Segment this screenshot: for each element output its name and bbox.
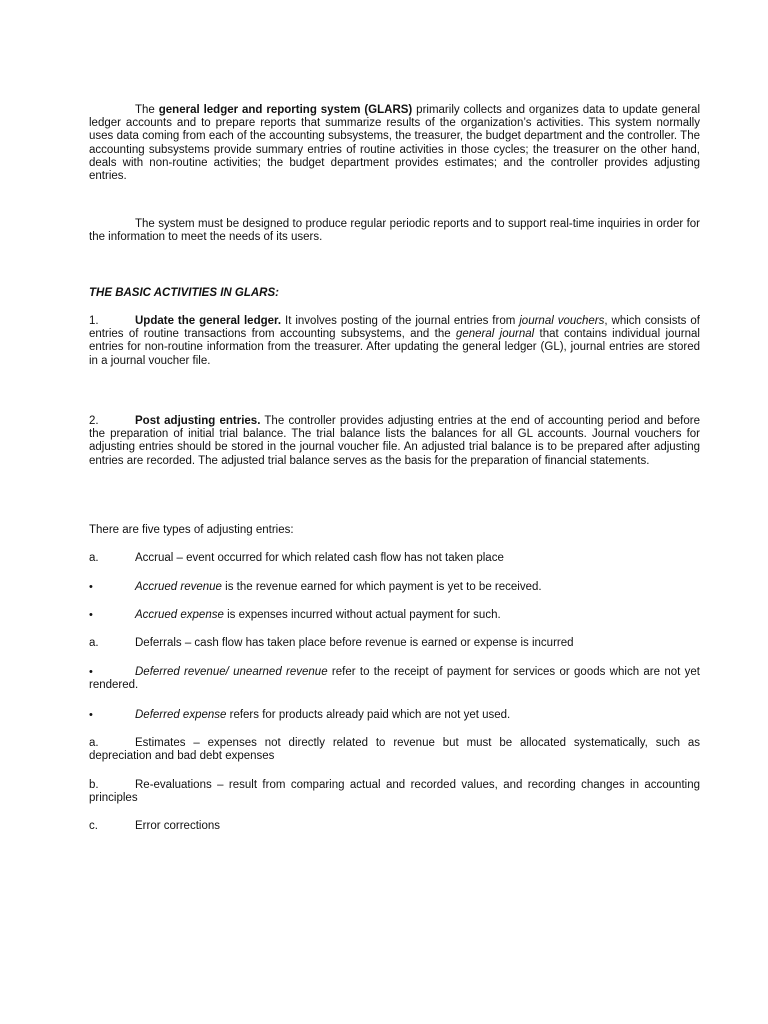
- item-deferrals-text: Deferrals – cash flow has taken place before revenue is earned or expense is incurred: [135, 637, 574, 649]
- item-reevaluations-marker: b.: [89, 779, 99, 791]
- item-estimates: [89, 737, 700, 763]
- types-intro: There are five types of adjusting entries:: [89, 524, 294, 536]
- item-reevaluations: [89, 779, 700, 805]
- item-estimates-text: Estimates – expenses not directly related to revenue but must be allocated systematically, such as depreciation and bad debt expenses: [89, 737, 700, 763]
- item-accrued-expense: [89, 609, 700, 622]
- accrued-revenue-term: Accrued revenue: [135, 581, 222, 593]
- activity-1-text-c: that contains individual journal entries for non-routine information from the treasurer. After updating the general ledger (GL), journal entries are stored in a journal voucher file.: [89, 328, 700, 367]
- intro-p1-pre: The: [135, 104, 159, 116]
- item-accrual: [89, 552, 700, 565]
- intro-paragraph-1: [89, 104, 700, 183]
- activity-2-text: The controller provides adjusting entries at the end of accounting period and before the preparation of initial trial balance. The trial balance lists the balances for all GL accounts. Journal vouchers for adjusting entries should be stored in the journal voucher file. An adjusted trial balance is to be prepared after adjusting entries are recorded. The adjusted trial balance serves as the basis for the preparation of financial statements.: [89, 415, 700, 467]
- item-deferrals: [89, 637, 700, 650]
- activity-1-paragraph: [89, 315, 700, 368]
- item-estimates-marker: a.: [89, 737, 99, 749]
- item-deferred-revenue: [89, 666, 700, 692]
- item-errors: [89, 820, 700, 833]
- item-reevaluations-text: Re-evaluations – result from comparing actual and recorded values, and recording changes in accounting principles: [89, 779, 700, 805]
- bullet-icon: •: [89, 581, 93, 593]
- activity-2-paragraph: [89, 415, 700, 468]
- accrued-expense-text: is expenses incurred without actual payment for such.: [223, 609, 501, 621]
- item-accrued-revenue: [89, 581, 700, 594]
- bullet-icon: •: [89, 709, 93, 721]
- bullet-icon: •: [89, 666, 93, 678]
- item-errors-marker: c.: [89, 820, 98, 832]
- intro-p1-text: primarily collects and organizes data to update general ledger accounts and to prepare reports that summarize results of the organization’s activities. This system normally uses data coming from each of the accounting subsystems, the treasurer, the budget department and the controller. The accounting subsystems provide summary entries of routine activities in those cycles; the treasurer on the other hand, deals with non-routine activities; the budget department provides estimates; and the controller provides adjusting entries.: [89, 104, 700, 183]
- intro-paragraph-2: The system must be designed to produce regular periodic reports and to support real-time inquiries in order for the information to meet the needs of its users.: [89, 218, 700, 244]
- bullet-icon: •: [89, 609, 93, 621]
- journal-vouchers-term: journal vouchers: [519, 315, 605, 327]
- deferred-expense-term: Deferred expense: [135, 709, 227, 721]
- item-deferrals-marker: a.: [89, 637, 99, 649]
- deferred-revenue-text: refer to the receipt of payment for services or goods which are not yet rendered.: [89, 666, 700, 692]
- activity-1-title: Update the general ledger.: [135, 315, 282, 327]
- activity-1-number: 1.: [89, 315, 99, 327]
- item-deferred-expense: [89, 709, 700, 722]
- item-accrual-marker: a.: [89, 552, 99, 564]
- accrued-revenue-text: is the revenue earned for which payment is yet to be received.: [221, 581, 542, 593]
- deferred-expense-text: refers for products already paid which are not yet used.: [226, 709, 511, 721]
- section-heading: THE BASIC ACTIVITIES IN GLARS:: [89, 287, 279, 299]
- item-errors-text: Error corrections: [135, 820, 220, 832]
- activity-1-text-a: It involves posting of the journal entries from: [281, 315, 520, 327]
- accrued-expense-term: Accrued expense: [135, 609, 224, 621]
- activity-2-title: Post adjusting entries.: [135, 415, 261, 427]
- item-accrual-text: Accrual – event occurred for which related cash flow has not taken place: [135, 552, 504, 564]
- deferred-revenue-term: Deferred revenue/ unearned revenue: [135, 666, 328, 678]
- glars-term: general ledger and reporting system (GLARS): [158, 104, 413, 116]
- general-journal-term: general journal: [455, 328, 535, 341]
- activity-1-text-b: , which consists of entries of routine transactions from accounting subsystems, and the: [89, 315, 700, 341]
- activity-2-number: 2.: [89, 415, 99, 427]
